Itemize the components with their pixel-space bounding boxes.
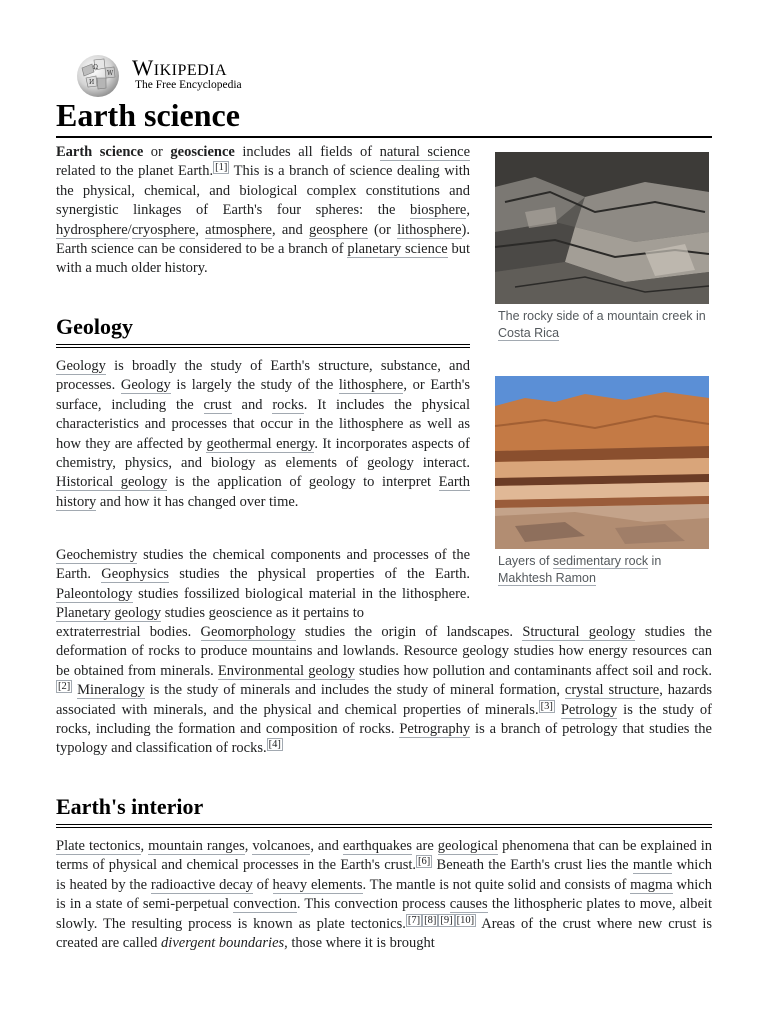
page-title: Earth science [56,96,712,138]
link-geomorphology[interactable]: Geomorphology [200,624,296,640]
text: studies how pollution and contaminants affect soil and rock. [354,662,712,679]
link-makhtesh-ramon[interactable]: Makhtesh Ramon [498,571,596,585]
figure-sedimentary-rock [495,376,709,587]
text: . It incorporates aspects of chemistry, physics, and biology as elements of geology interact. [56,435,470,472]
figure-mountain-creek [495,152,709,342]
text: studies the physical properties of the Earth. [168,566,470,583]
caption-text: in [648,554,662,568]
link-earthquakes[interactable]: earthquakes [342,838,413,854]
ref-4[interactable]: [4] [268,739,281,751]
link-paleontology[interactable]: Paleontology [56,585,133,602]
term-divergent-boundaries: divergent boundaries [161,935,285,952]
ref-7[interactable]: [7] [407,914,421,926]
link-biosphere[interactable]: biosphere [410,202,467,219]
wikipedia-logo[interactable] [74,52,274,100]
link-planetary-science[interactable]: planetary science [347,241,448,258]
text: studies geoscience as it pertains to [161,605,365,622]
text: is a branch of petrology that studies the typology and classification of rocks. [56,721,712,757]
text: is the study of rocks, including the formation and composition of rocks. [56,701,713,738]
text: which is heated by the [56,857,713,893]
link-structural-geology[interactable]: Structural geology [522,624,636,640]
figure1-caption [495,308,709,342]
link-environmental-geology[interactable]: Environmental geology [217,662,355,679]
heading-geology: Geology [56,314,470,348]
link-geology-2[interactable]: Geology [120,377,171,394]
mountain-creek-image[interactable] [495,152,709,304]
link-radioactive-decay[interactable]: radioactive decay [150,876,253,893]
text: but with a much older history. [56,241,471,277]
geology-paragraph-2-full [56,623,712,759]
text: is largely the study of the [170,377,339,394]
text: includes all fields of [234,144,380,160]
text: which is in a state of semi-perpetual [56,876,712,913]
intro-paragraph [56,143,470,279]
link-sedimentary-rock[interactable]: sedimentary rock [552,554,649,568]
link-costa-rica[interactable]: Costa Rica [498,326,560,340]
text: extraterrestrial bodies. [56,624,201,640]
link-geothermal-energy[interactable]: geothermal energy [206,435,315,452]
svg-text:И: И [89,79,95,86]
link-cryosphere[interactable]: cryosphere [131,221,196,238]
text: studies fossilized biological material in the lithosphere. [132,585,470,602]
link-geochemistry[interactable]: Geochemistry [56,547,138,563]
term-earth-science: Earth science [56,144,144,160]
link-mountain-ranges[interactable]: mountain ranges [148,838,245,854]
link-planetary-geology[interactable]: Planetary geology [56,605,162,622]
geology-paragraph-1 [56,357,470,512]
text: is the application of geology to interpret [167,474,439,491]
text: (or [367,221,398,238]
link-geological[interactable]: geological [437,838,499,854]
link-convection[interactable]: convection [233,896,297,913]
text: or [143,144,171,160]
link-hydrosphere[interactable]: hydrosphere [56,221,128,238]
caption-text: Layers of [498,554,553,568]
link-geosphere[interactable]: geosphere [308,221,368,238]
text: This is a branch of science dealing with the physical, chemical, and biological complex constitutions and synergistic linkages of Earth's four spheres: the [56,163,471,219]
link-historical-geology[interactable]: Historical geology [56,474,168,491]
caption-text: The rocky side of a mountain creek in [498,309,706,323]
text: is broadly the study of Earth's structure, substance, and processes. [56,358,470,394]
text: , and [272,221,309,238]
text: the lithospheric plates to move, albeit slowly. The resulting process is known as plate tectonics. [56,896,712,932]
text: , or Earth's surface, including the [56,377,470,413]
heading-earths-interior: Earth's interior [56,794,712,828]
text: . This convection process [296,896,450,913]
text: , hazards associated with minerals, and the physical and chemical properties of minerals. [56,682,712,718]
link-rocks[interactable]: rocks [272,396,304,413]
text: / [127,221,132,238]
text: phenomena that can be explained in terms of physical and chemical processes in the Earth's crust. [56,838,713,874]
link-heavy-elements[interactable]: heavy elements [272,876,363,893]
text: of [252,876,273,893]
text: Areas of the crust where new crust is created are called [56,915,712,952]
ref-2[interactable]: [2] [58,681,71,693]
ref-10[interactable]: [10] [456,914,475,926]
link-geology[interactable]: Geology [56,358,106,374]
link-natural-science[interactable]: natural science [379,144,471,160]
link-lithosphere[interactable]: lithosphere [397,221,462,238]
text: are [412,838,438,854]
ref-3[interactable]: [3] [540,700,553,712]
text: studies the origin of landscapes. [295,624,523,640]
interior-paragraph [56,837,712,953]
sedimentary-rock-image[interactable] [495,376,709,549]
link-plate-tectonics[interactable]: Plate tectonics [56,838,141,854]
ref-6[interactable]: [6] [418,856,431,868]
link-crust[interactable]: crust [203,396,232,413]
text: , [140,838,149,854]
logo-tagline: The Free Encyclopedia [135,79,242,91]
wikipedia-globe-icon [74,54,122,98]
text: and how it has changed over time. [96,493,299,510]
link-geophysics[interactable]: Geophysics [101,566,169,583]
text: . It includes the physical characteristics and processes that occur in the lithosphere as well as how they are affected by [56,396,471,452]
text: , [466,202,470,219]
link-petrography[interactable]: Petrography [399,721,471,738]
text: related to the planet Earth. [56,163,214,180]
text: , [244,838,253,854]
svg-text:Ω: Ω [93,64,98,71]
text: studies the deformation of rocks to produce mountains and lowlands. Resource geology studies how energy resources can be obtained from minerals. [56,624,712,679]
link-mineralogy[interactable]: Mineralogy [77,682,145,699]
term-geoscience: geoscience [170,144,235,160]
text: , and [310,838,343,854]
link-petrology[interactable]: Petrology [560,701,618,718]
text: Beneath the Earth's crust lies the [432,857,633,874]
text: ). Earth science can be considered to be a branch of [56,221,470,258]
link-volcanoes[interactable]: volcanoes [252,838,311,854]
text: , those where it is brought [284,935,435,952]
text: and [231,396,273,413]
figure2-caption [495,553,709,587]
link-crystal-structure[interactable]: crystal structure [564,682,660,699]
geology-paragraph-2-column [56,546,470,624]
text: , [195,221,206,238]
svg-text:W: W [107,70,114,77]
link-magma[interactable]: magma [630,876,673,893]
logo-wordmark: Wikipedia [132,55,228,80]
link-lithosphere-2[interactable]: lithosphere [338,377,404,394]
ref-9[interactable]: [9] [440,914,453,926]
link-earth-history[interactable]: Earth history [56,474,470,510]
ref-8[interactable]: [8] [424,914,437,926]
ref-1[interactable]: [1] [215,162,228,174]
text: is the study of minerals and includes the study of mineral formation, [144,682,565,699]
link-atmosphere[interactable]: atmosphere [205,221,272,238]
text: studies the chemical components and processes of the Earth. [56,547,470,583]
text: . The mantle is not quite solid and consists of [362,876,631,893]
link-causes[interactable]: causes [449,896,488,913]
link-mantle[interactable]: mantle [632,857,673,874]
text [555,702,561,718]
